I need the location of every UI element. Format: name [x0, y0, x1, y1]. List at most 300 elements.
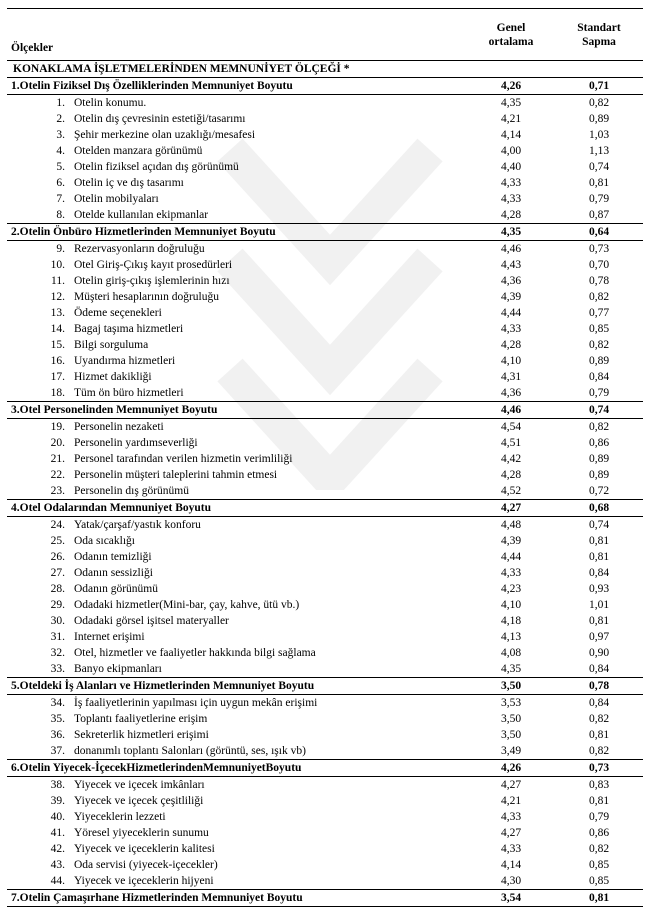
- section-row: [7, 760, 643, 777]
- section-row: [7, 402, 643, 419]
- table-row: [7, 369, 643, 385]
- item-number: 27.: [50, 566, 65, 579]
- section-sd: 0,81: [555, 890, 643, 907]
- item-label: [7, 191, 467, 207]
- section-title: 3.Otel Personelinden Memnuniyet Boyutu: [7, 402, 467, 419]
- item-sd: 0,97: [588, 630, 610, 643]
- table-row: [7, 777, 643, 794]
- item-mean: 4,35: [500, 662, 522, 675]
- table-row: [7, 159, 643, 175]
- table-row: [7, 629, 643, 645]
- item-text: Yiyecek ve içeceklerin kalitesi: [74, 842, 215, 855]
- item-sd: 0,81: [588, 794, 610, 807]
- item-number: 3.: [56, 128, 65, 141]
- header-std-dev: Standart Sapma: [555, 9, 643, 61]
- item-label: [7, 419, 467, 436]
- item-mean: 4,00: [500, 144, 522, 157]
- table-row: [7, 695, 643, 712]
- item-text: Yiyecek ve içecek çeşitliliği: [74, 794, 204, 807]
- item-mean: 4,39: [500, 290, 522, 303]
- item-text: Odanın görünümü: [74, 582, 159, 595]
- item-label: [7, 241, 467, 258]
- item-number: 9.: [56, 242, 65, 255]
- item-text: Personelin nezaketi: [74, 420, 164, 433]
- section-row: [7, 78, 643, 95]
- table-row: [7, 661, 643, 678]
- item-number: 37.: [50, 744, 65, 757]
- item-number: 7.: [56, 192, 65, 205]
- table-row: [7, 711, 643, 727]
- section-sd: 0,73: [555, 760, 643, 777]
- item-text: Personelin dış görünümü: [74, 484, 189, 497]
- item-text: Oda sıcaklığı: [74, 534, 135, 547]
- section-title: 2.Otelin Önbüro Hizmetlerinden Memnuniyet Boyutu: [7, 224, 467, 241]
- item-label: [7, 369, 467, 385]
- item-mean: 4,39: [500, 534, 522, 547]
- item-number: 29.: [50, 598, 65, 611]
- item-text: Ödeme seçenekleri: [74, 306, 162, 319]
- item-label: [7, 321, 467, 337]
- item-label: [7, 111, 467, 127]
- item-label: [7, 483, 467, 500]
- table-row: [7, 337, 643, 353]
- item-label: [7, 645, 467, 661]
- item-number: 2.: [56, 112, 65, 125]
- item-sd: 0,74: [588, 160, 610, 173]
- item-mean: 4,14: [500, 858, 522, 871]
- item-sd: 0,84: [588, 566, 610, 579]
- item-number: 36.: [50, 728, 65, 741]
- item-label: [7, 857, 467, 873]
- item-sd: 1,03: [588, 128, 610, 141]
- table-row: [7, 435, 643, 451]
- item-number: 34.: [50, 696, 65, 709]
- item-sd: 0,87: [588, 208, 610, 221]
- section-mean: 4,27: [467, 500, 555, 517]
- item-sd: 0,82: [588, 744, 610, 757]
- item-mean: 4,28: [500, 208, 522, 221]
- item-mean: 4,46: [500, 242, 522, 255]
- item-label: [7, 95, 467, 112]
- item-mean: 4,48: [500, 518, 522, 531]
- item-text: donanımlı toplantı Salonları (görüntü, ses, ışık vb): [74, 744, 306, 757]
- item-mean: 4,28: [500, 338, 522, 351]
- item-number: 28.: [50, 582, 65, 595]
- item-text: Personelin yardımseverliği: [74, 436, 198, 449]
- table-row: [7, 175, 643, 191]
- section-sd: 0,71: [555, 78, 643, 95]
- table-row: [7, 841, 643, 857]
- item-text: Odanın sessizliği: [74, 566, 153, 579]
- item-mean: 3,53: [500, 696, 522, 709]
- table-row: [7, 581, 643, 597]
- section-title: 7.Otelin Çamaşırhane Hizmetlerinden Memnuniyet Boyutu: [7, 890, 467, 907]
- table-row: [7, 385, 643, 402]
- section-mean: 4,35: [467, 224, 555, 241]
- item-label: [7, 257, 467, 273]
- table-row: [7, 809, 643, 825]
- item-sd: 0,89: [588, 468, 610, 481]
- item-mean: 3,50: [500, 712, 522, 725]
- item-number: 23.: [50, 484, 65, 497]
- section-row: [7, 678, 643, 695]
- item-mean: 4,40: [500, 160, 522, 173]
- item-text: Odanın temizliği: [74, 550, 152, 563]
- item-number: 19.: [50, 420, 65, 433]
- item-sd: 0,81: [588, 550, 610, 563]
- item-sd: 0,85: [588, 322, 610, 335]
- item-number: 42.: [50, 842, 65, 855]
- item-text: Odadaki hizmetler(Mini-bar, çay, kahve, ütü vb.): [74, 598, 300, 611]
- item-text: Otelin iç ve dış tasarımı: [74, 176, 184, 189]
- item-mean: 3,50: [500, 728, 522, 741]
- item-label: [7, 451, 467, 467]
- item-text: Bilgi sorguluma: [74, 338, 149, 351]
- item-mean: 4,28: [500, 468, 522, 481]
- item-label: [7, 533, 467, 549]
- header-scales: Ölçekler: [7, 9, 467, 61]
- table-header: [7, 9, 643, 61]
- item-text: Otelden manzara görünümü: [74, 144, 203, 157]
- section-sd: 0,64: [555, 224, 643, 241]
- item-label: [7, 581, 467, 597]
- item-mean: 4,21: [500, 794, 522, 807]
- item-sd: 0,82: [588, 842, 610, 855]
- item-label: [7, 467, 467, 483]
- item-label: [7, 841, 467, 857]
- item-label: [7, 793, 467, 809]
- item-label: [7, 743, 467, 760]
- item-sd: 1,13: [588, 144, 610, 157]
- item-number: 6.: [56, 176, 65, 189]
- item-number: 11.: [51, 274, 65, 287]
- item-number: 38.: [50, 778, 65, 791]
- item-number: 21.: [50, 452, 65, 465]
- table-row: [7, 419, 643, 436]
- item-sd: 0,86: [588, 826, 610, 839]
- item-mean: 4,42: [500, 452, 522, 465]
- item-mean: 4,33: [500, 322, 522, 335]
- item-sd: 0,81: [588, 614, 610, 627]
- section-row: [7, 500, 643, 517]
- section-mean: 3,54: [467, 890, 555, 907]
- table-row: [7, 127, 643, 143]
- item-sd: 0,89: [588, 112, 610, 125]
- item-sd: 0,84: [588, 370, 610, 383]
- item-label: [7, 661, 467, 678]
- item-text: Toplantı faaliyetlerine erişim: [74, 712, 208, 725]
- item-mean: 4,10: [500, 598, 522, 611]
- item-mean: 4,10: [500, 354, 522, 367]
- table-row: [7, 95, 643, 112]
- item-mean: 4,27: [500, 778, 522, 791]
- item-text: Yiyecek ve içecek imkânları: [74, 778, 205, 791]
- item-mean: 4,36: [500, 386, 522, 399]
- item-label: [7, 175, 467, 191]
- item-sd: 0,85: [588, 874, 610, 887]
- item-number: 35.: [50, 712, 65, 725]
- item-label: [7, 207, 467, 224]
- table-row: [7, 517, 643, 534]
- item-text: Tüm ön büro hizmetleri: [74, 386, 184, 399]
- section-row: [7, 890, 643, 907]
- table-row: [7, 483, 643, 500]
- item-label: [7, 597, 467, 613]
- table-row: [7, 305, 643, 321]
- table-row: [7, 289, 643, 305]
- item-text: Sekreterlik hizmetleri erişimi: [74, 728, 209, 741]
- table-row: [7, 613, 643, 629]
- item-text: Otelin mobilyaları: [74, 192, 159, 205]
- table-row: [7, 743, 643, 760]
- item-number: 25.: [50, 534, 65, 547]
- item-number: 1.: [56, 96, 65, 109]
- item-number: 4.: [56, 144, 65, 157]
- table-row: [7, 143, 643, 159]
- item-mean: 4,21: [500, 112, 522, 125]
- item-text: Otel, hizmetler ve faaliyetler hakkında bilgi sağlama: [74, 646, 316, 659]
- item-sd: 0,89: [588, 354, 610, 367]
- item-text: Otel Giriş-Çıkış kayıt prosedürleri: [74, 258, 233, 271]
- item-sd: 1,01: [588, 598, 610, 611]
- item-text: Bagaj taşıma hizmetleri: [74, 322, 184, 335]
- item-mean: 4,36: [500, 274, 522, 287]
- item-label: [7, 727, 467, 743]
- item-text: Yatak/çarşaf/yastık konforu: [74, 518, 201, 531]
- item-number: 26.: [50, 550, 65, 563]
- item-sd: 0,83: [588, 778, 610, 791]
- item-mean: 4,33: [500, 192, 522, 205]
- item-mean: 4,33: [500, 566, 522, 579]
- item-sd: 0,70: [588, 258, 610, 271]
- item-sd: 0,84: [588, 662, 610, 675]
- item-label: [7, 549, 467, 565]
- item-number: 20.: [50, 436, 65, 449]
- section-sd: 0,74: [555, 402, 643, 419]
- item-number: 14.: [50, 322, 65, 335]
- item-number: 41.: [50, 826, 65, 839]
- item-number: 12.: [50, 290, 65, 303]
- item-text: Hizmet dakikliği: [74, 370, 152, 383]
- table-row: [7, 451, 643, 467]
- item-label: [7, 143, 467, 159]
- item-label: [7, 873, 467, 890]
- section-mean: 4,46: [467, 402, 555, 419]
- item-label: [7, 629, 467, 645]
- table-row: [7, 273, 643, 289]
- item-sd: 0,77: [588, 306, 610, 319]
- item-mean: 4,44: [500, 306, 522, 319]
- item-text: Otelde kullanılan ekipmanlar: [74, 208, 209, 221]
- table-row: [7, 825, 643, 841]
- table-row: [7, 565, 643, 581]
- item-sd: 0,86: [588, 436, 610, 449]
- item-label: [7, 127, 467, 143]
- item-number: 5.: [56, 160, 65, 173]
- item-label: [7, 159, 467, 175]
- item-number: 17.: [50, 370, 65, 383]
- item-sd: 0,82: [588, 290, 610, 303]
- header-mean: Genel ortalama: [467, 9, 555, 61]
- item-text: Şehir merkezine olan uzaklığı/mesafesi: [74, 128, 256, 141]
- item-text: Uyandırma hizmetleri: [74, 354, 176, 367]
- item-sd: 0,82: [588, 338, 610, 351]
- item-number: 22.: [50, 468, 65, 481]
- item-number: 8.: [56, 208, 65, 221]
- item-mean: 4,44: [500, 550, 522, 563]
- item-number: 43.: [50, 858, 65, 871]
- item-sd: 0,82: [588, 712, 610, 725]
- section-mean: 3,50: [467, 678, 555, 695]
- item-label: [7, 305, 467, 321]
- item-mean: 4,30: [500, 874, 522, 887]
- item-mean: 4,52: [500, 484, 522, 497]
- table-row: [7, 793, 643, 809]
- table-row: [7, 857, 643, 873]
- item-label: [7, 695, 467, 712]
- table-row: [7, 549, 643, 565]
- item-number: 15.: [50, 338, 65, 351]
- item-sd: 0,79: [588, 386, 610, 399]
- item-label: [7, 777, 467, 794]
- item-mean: 4,31: [500, 370, 522, 383]
- item-sd: 0,82: [588, 96, 610, 109]
- item-sd: 0,85: [588, 858, 610, 871]
- item-text: Banyo ekipmanları: [74, 662, 162, 675]
- section-title: 4.Otel Odalarından Memnuniyet Boyutu: [7, 500, 467, 517]
- item-mean: 4,33: [500, 810, 522, 823]
- item-number: 32.: [50, 646, 65, 659]
- item-text: Odadaki görsel işitsel materyaller: [74, 614, 229, 627]
- item-number: 16.: [50, 354, 65, 367]
- item-sd: 0,82: [588, 420, 610, 433]
- table-row: [7, 727, 643, 743]
- item-mean: 4,18: [500, 614, 522, 627]
- item-mean: 4,43: [500, 258, 522, 271]
- item-text: Rezervasyonların doğruluğu: [74, 242, 205, 255]
- item-number: 30.: [50, 614, 65, 627]
- table-row: [7, 321, 643, 337]
- item-mean: 4,14: [500, 128, 522, 141]
- section-title: 1.Otelin Fiziksel Dış Özelliklerinden Memnuniyet Boyutu: [7, 78, 467, 95]
- section-sd: 0,68: [555, 500, 643, 517]
- item-sd: 0,73: [588, 242, 610, 255]
- item-number: 18.: [50, 386, 65, 399]
- section-mean: 4,26: [467, 78, 555, 95]
- table-row: [7, 207, 643, 224]
- item-sd: 0,72: [588, 484, 610, 497]
- item-sd: 0,93: [588, 582, 610, 595]
- section-title: 5.Oteldeki İş Alanları ve Hizmetlerinden Memnuniyet Boyutu: [7, 678, 467, 695]
- item-text: Müşteri hesaplarının doğruluğu: [74, 290, 220, 303]
- table-row: [7, 645, 643, 661]
- item-label: [7, 711, 467, 727]
- item-sd: 0,84: [588, 696, 610, 709]
- item-label: [7, 825, 467, 841]
- item-label: [7, 289, 467, 305]
- item-sd: 0,90: [588, 646, 610, 659]
- item-sd: 0,81: [588, 534, 610, 547]
- item-mean: 4,13: [500, 630, 522, 643]
- item-mean: 4,33: [500, 176, 522, 189]
- item-label: [7, 337, 467, 353]
- table-row: [7, 597, 643, 613]
- item-label: [7, 273, 467, 289]
- item-text: Otelin giriş-çıkış işlemlerinin hızı: [74, 274, 230, 287]
- scale-title: KONAKLAMA İŞLETMELERİNDEN MEMNUNİYET ÖLÇEĞİ *: [7, 61, 643, 78]
- item-number: 40.: [50, 810, 65, 823]
- item-sd: 0,79: [588, 192, 610, 205]
- table-row: [7, 241, 643, 258]
- section-title: 6.Otelin Yiyecek-İçecekHizmetlerindenMemnuniyetBoyutu: [7, 760, 467, 777]
- table-row: [7, 467, 643, 483]
- item-label: [7, 517, 467, 534]
- item-label: [7, 385, 467, 402]
- item-mean: 4,23: [500, 582, 522, 595]
- table-row: [7, 111, 643, 127]
- item-sd: 0,79: [588, 810, 610, 823]
- item-mean: 4,27: [500, 826, 522, 839]
- item-label: [7, 435, 467, 451]
- item-number: 10.: [50, 258, 65, 271]
- item-text: Yiyeceklerin lezzeti: [74, 810, 166, 823]
- item-number: 31.: [50, 630, 65, 643]
- table-row: [7, 353, 643, 369]
- item-text: Personelin müşteri taleplerini tahmin etmesi: [74, 468, 278, 481]
- item-sd: 0,81: [588, 176, 610, 189]
- item-number: 33.: [50, 662, 65, 675]
- item-mean: 3,49: [500, 744, 522, 757]
- item-text: Otelin dış çevresinin estetiği/tasarımı: [74, 112, 246, 125]
- table-row: [7, 873, 643, 890]
- table-row: [7, 533, 643, 549]
- scale-title-row: [7, 61, 643, 78]
- item-mean: 4,51: [500, 436, 522, 449]
- item-label: [7, 565, 467, 581]
- item-sd: 0,74: [588, 518, 610, 531]
- item-mean: 4,35: [500, 96, 522, 109]
- item-sd: 0,78: [588, 274, 610, 287]
- item-mean: 4,08: [500, 646, 522, 659]
- item-text: Internet erişimi: [74, 630, 145, 643]
- item-number: 13.: [50, 306, 65, 319]
- table-row: [7, 257, 643, 273]
- item-text: Personel tarafından verilen hizmetin verimliliği: [74, 452, 293, 465]
- item-text: Otelin konumu.: [74, 96, 147, 109]
- item-text: Otelin fiziksel açıdan dış görünümü: [74, 160, 239, 173]
- item-sd: 0,81: [588, 728, 610, 741]
- item-label: [7, 809, 467, 825]
- item-label: [7, 353, 467, 369]
- item-number: 24.: [50, 518, 65, 531]
- item-number: 39.: [50, 794, 65, 807]
- item-text: Yöresel yiyeceklerin sunumu: [74, 826, 209, 839]
- table-row: [7, 191, 643, 207]
- item-text: Oda servisi (yiyecek-içecekler): [74, 858, 218, 871]
- item-sd: 0,89: [588, 452, 610, 465]
- section-row: [7, 224, 643, 241]
- item-number: 44.: [50, 874, 65, 887]
- item-text: Yiyecek ve içeceklerin hijyeni: [74, 874, 214, 887]
- section-mean: 4,26: [467, 760, 555, 777]
- item-mean: 4,54: [500, 420, 522, 433]
- item-text: İş faaliyetlerinin yapılması için uygun mekân erişimi: [74, 696, 318, 709]
- table-body: [7, 61, 643, 907]
- section-sd: 0,78: [555, 678, 643, 695]
- satisfaction-scale-table: [7, 8, 643, 907]
- item-mean: 4,33: [500, 842, 522, 855]
- item-label: [7, 613, 467, 629]
